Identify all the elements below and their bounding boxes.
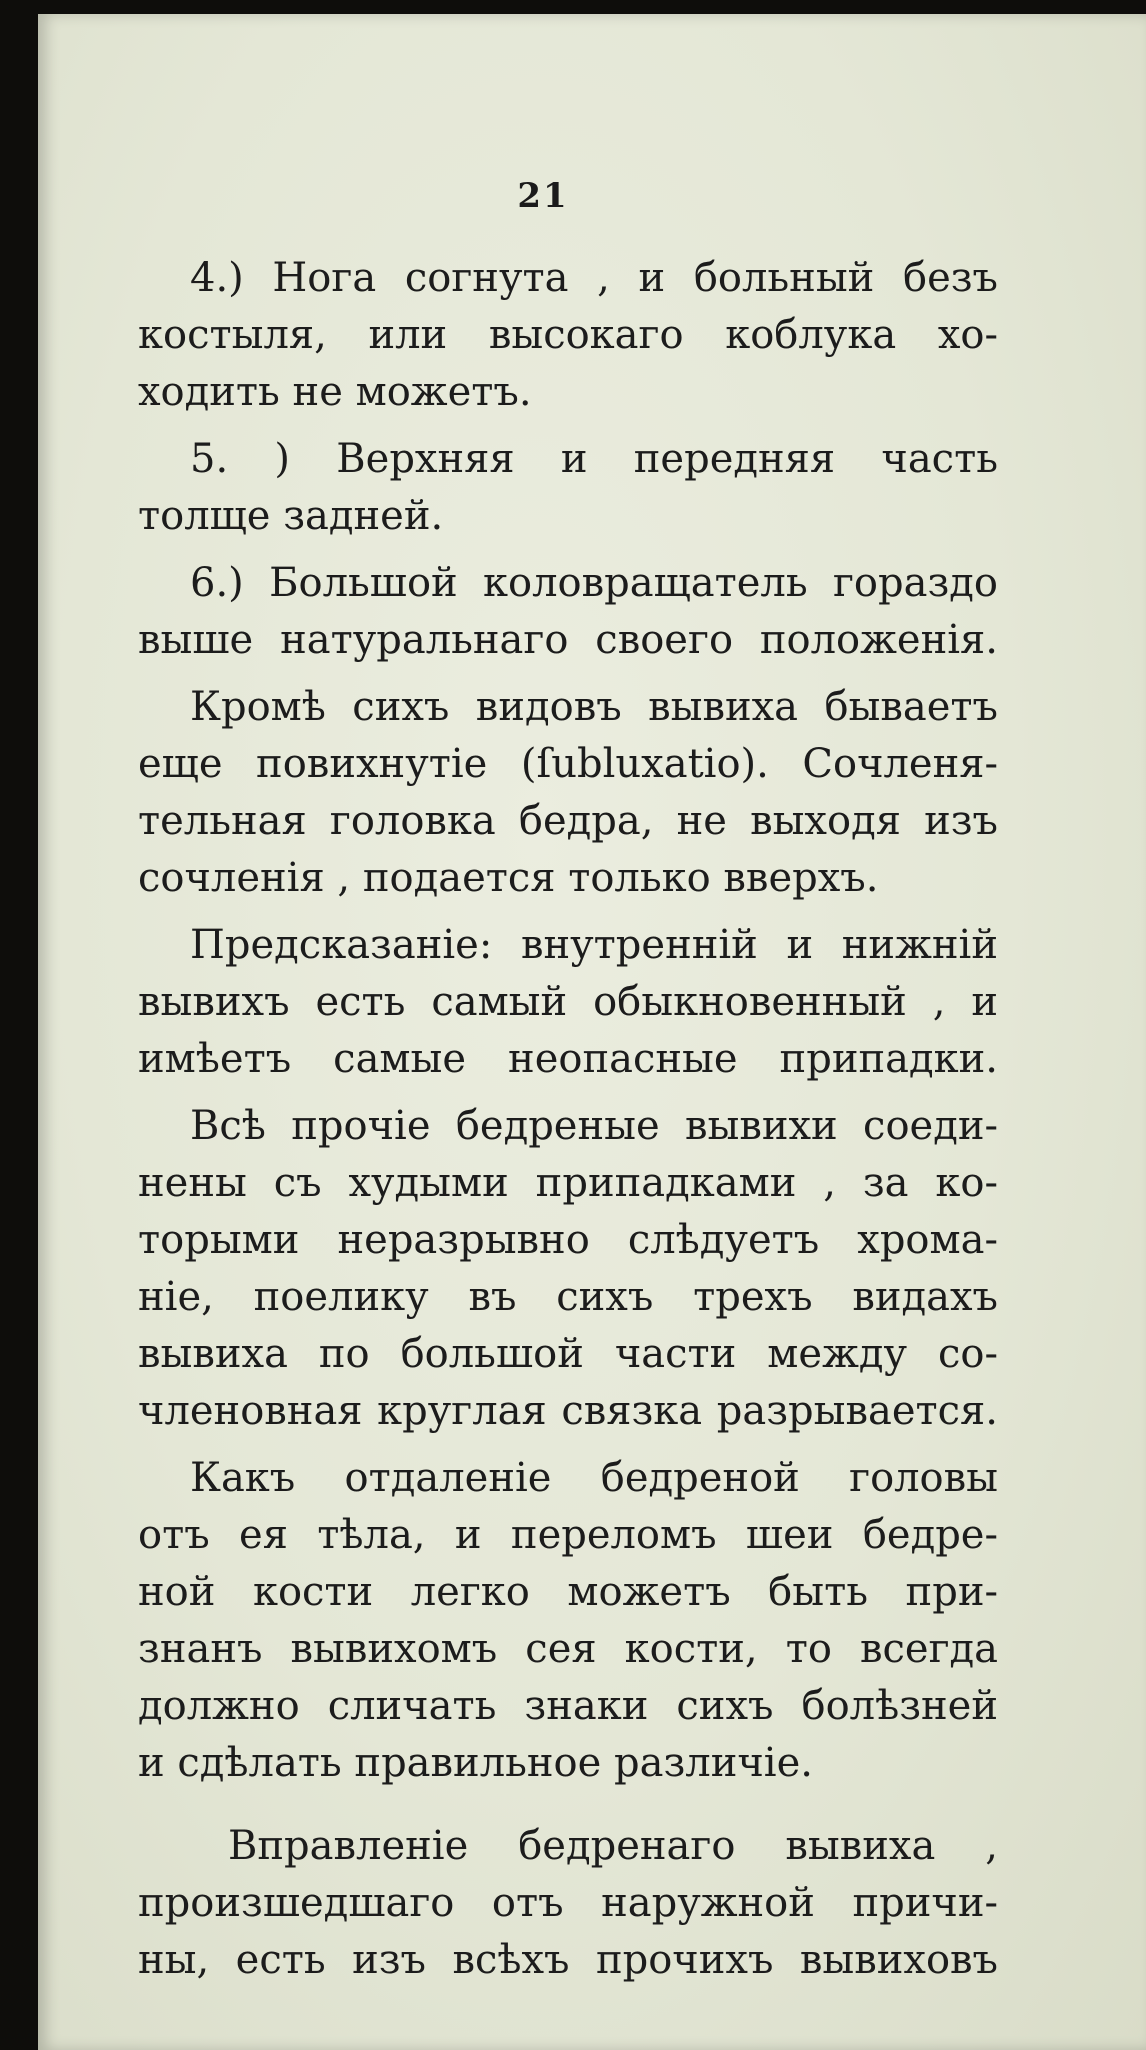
text-line: имѣетъ самые неопасные припадки. [138,1036,998,1082]
text-line: Предсказаніе: внутренній и нижній [190,922,998,968]
text-line: знанъ вывихомъ сея кости, то всегда [138,1626,998,1672]
text-line: вывихъ есть самый обыкновенный , и [138,979,998,1025]
text-line: сочленія , подается только вверхъ. [138,855,879,901]
text-line: отъ ея тѣла, и переломъ шеи бедре- [138,1512,998,1558]
text-line: и сдѣлать правильное различіе. [138,1740,813,1786]
text-line: Вправленіе бедренаго вывиха , [228,1823,998,1869]
text-line: ны, есть изъ всѣхъ прочихъ вывиховъ [138,1937,998,1983]
text-line: костыля, или высокаго коблука хо- [138,312,998,358]
text-line: произшедшаго отъ наружной причи- [138,1880,998,1926]
text-line: выше натуральнаго своего положенія. [138,617,998,663]
text-line: Всѣ прочіе бедреные вывихи соеди- [190,1103,998,1149]
text-line: еще повихнутіе (ſubluxatio). Сочленя- [138,741,998,787]
book-page [38,14,1146,2050]
text-line: должно сличать знаки сихъ болѣзней [138,1683,998,1729]
text-line: членовная круглая связка разрывается. [138,1388,998,1434]
text-line: Какъ отдаленіе бедреной головы [190,1455,998,1501]
text-line: вывиха по большой части между со- [138,1331,998,1377]
text-line: торыми неразрывно слѣдуетъ хрома- [138,1217,998,1263]
text-line: 5. ) Верхняя и передняя часть [190,436,998,482]
text-line: ніе, поелику въ сихъ трехъ видахъ [138,1274,998,1320]
text-line: 6.) Большой коловращатель гораздо [190,560,998,606]
text-line: 4.) Нога согнута , и больный безъ [190,255,998,301]
text-line: Кромѣ сихъ видовъ вывиха бываетъ [190,684,998,730]
page-number: 21 [517,176,569,216]
text-line: толще задней. [138,493,444,539]
text-line: тельная головка бедра, не выходя изъ [138,798,998,844]
text-line: нены съ худыми припадками , за ко- [138,1160,998,1206]
body-text [138,250,998,1989]
text-line: ной кости легко можетъ быть при- [138,1569,998,1615]
text-line: ходить не можетъ. [138,369,532,415]
